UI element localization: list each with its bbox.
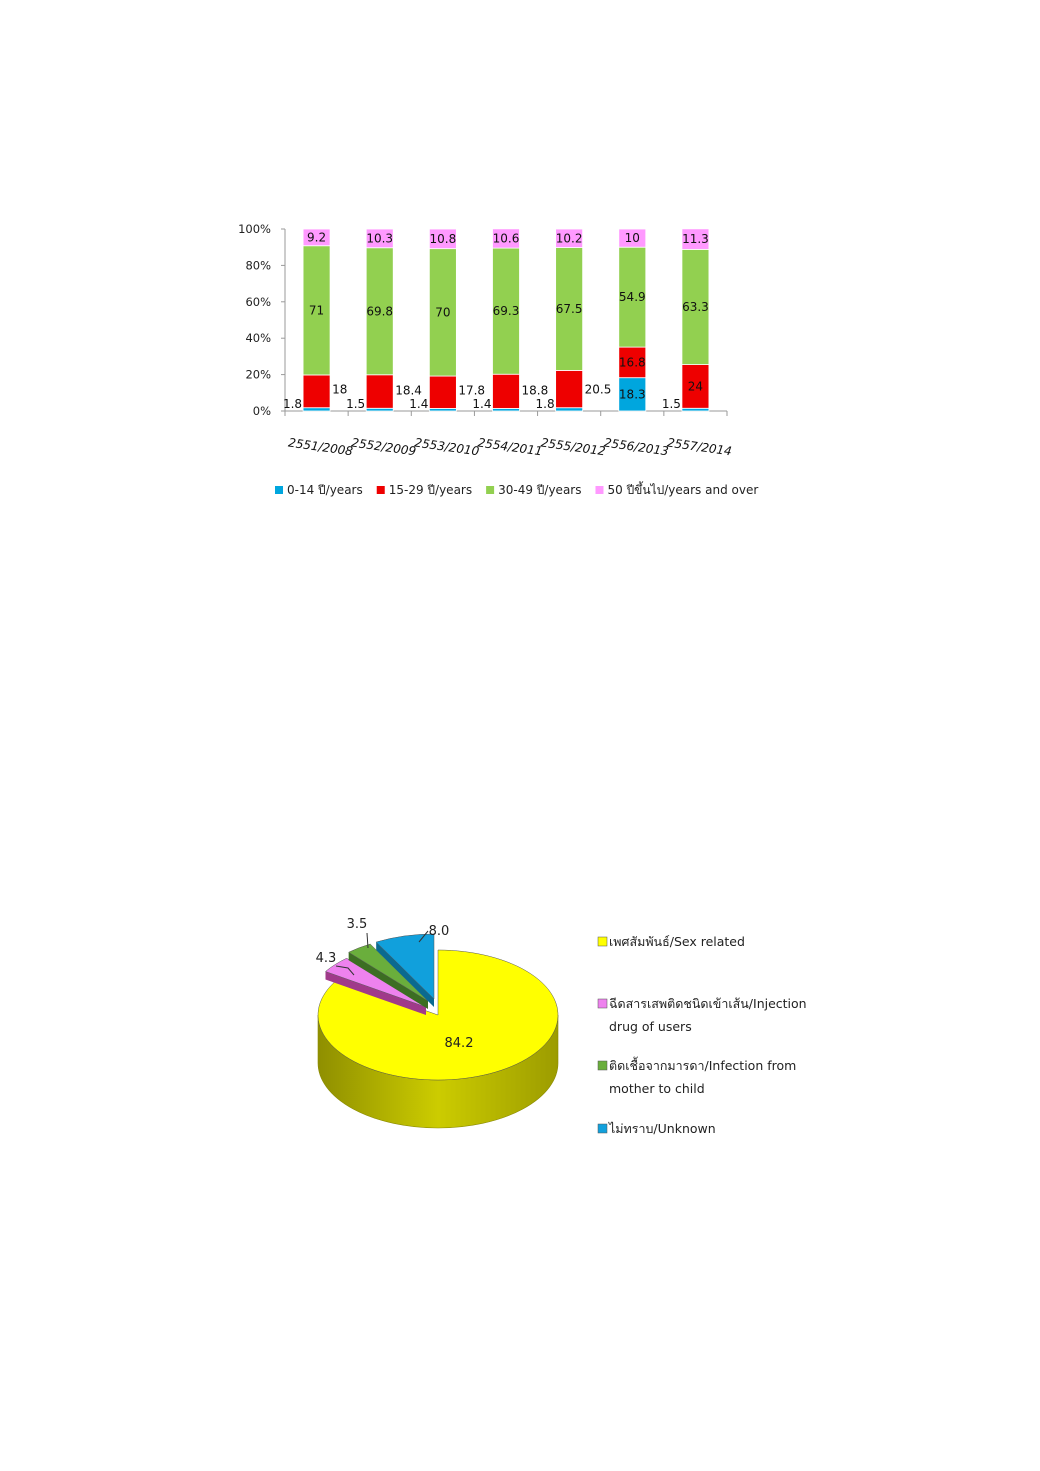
pie-data-label: 8.0 — [428, 924, 450, 939]
data-label: 24 — [687, 379, 704, 394]
legend-swatch — [486, 486, 494, 494]
bar-segment — [429, 376, 456, 408]
bar-segment — [556, 370, 583, 407]
legend-label: 50 ปีขึ้นไป/years and over — [607, 483, 759, 497]
legend-label: 0-14 ปี/years — [287, 483, 363, 497]
legend-swatch — [595, 486, 603, 494]
y-tick-label: 40% — [245, 331, 271, 346]
legend-swatch — [377, 486, 385, 494]
x-category-label: 2557/2014 — [666, 435, 733, 459]
x-category-label: 2555/2012 — [539, 435, 607, 459]
legend-label: 30-49 ปี/years — [498, 483, 582, 497]
legend-swatch — [598, 1124, 607, 1133]
data-label: 69.8 — [366, 304, 394, 319]
data-label: 10 — [624, 231, 640, 246]
x-category-label: 2551/2008 — [287, 435, 354, 459]
legend-label: mother to child — [609, 1081, 705, 1096]
data-label: 54.9 — [618, 290, 646, 305]
pie-data-label: 4.3 — [315, 951, 337, 966]
data-label: 18.8 — [521, 383, 549, 398]
bar-segment — [303, 375, 330, 408]
bar-segment — [366, 408, 393, 411]
data-label: 10.2 — [555, 231, 583, 246]
x-category-label: 2553/2010 — [413, 435, 481, 459]
data-label: 67.5 — [555, 301, 583, 316]
pie-data-label: 3.5 — [346, 917, 368, 932]
data-label: 20.5 — [584, 382, 612, 397]
data-label: 18.3 — [618, 387, 646, 402]
bar-segment — [682, 408, 709, 411]
data-label: 10.8 — [429, 231, 457, 246]
stacked-bar-chart — [238, 222, 758, 497]
legend-label: drug of users — [609, 1019, 692, 1034]
legend-label: 15-29 ปี/years — [388, 483, 473, 497]
data-label: 71 — [308, 303, 325, 318]
data-label: 1.5 — [346, 397, 366, 411]
y-tick-label: 100% — [238, 222, 271, 236]
legend-label: ไม่ทราบ/Unknown — [609, 1121, 716, 1136]
data-label: 70 — [435, 305, 451, 320]
legend-label: ติดเชื้อจากมารดา/Infection from — [609, 1058, 797, 1073]
data-label: 63.3 — [682, 299, 709, 314]
data-label: 10.3 — [366, 231, 394, 246]
data-label: 11.3 — [682, 232, 709, 247]
pie-data-label: 84.2 — [444, 1036, 474, 1051]
y-tick-label: 20% — [245, 367, 271, 382]
data-label: 9.2 — [307, 230, 327, 245]
data-label: 18 — [332, 382, 348, 397]
bar-segment — [366, 375, 393, 408]
data-label: 1.4 — [472, 397, 492, 411]
data-label: 69.3 — [492, 304, 520, 319]
data-label: 10.6 — [492, 231, 520, 246]
bar-segment — [493, 374, 520, 408]
x-category-label: 2556/2013 — [603, 435, 670, 459]
legend-swatch — [598, 937, 607, 946]
legend-swatch — [598, 999, 607, 1008]
pie-chart — [316, 917, 807, 1136]
bar-segment — [303, 408, 330, 411]
data-label: 16.8 — [618, 355, 646, 370]
data-label: 17.8 — [458, 383, 486, 398]
legend-label: เพศสัมพันธ์/Sex related — [609, 934, 745, 949]
legend-label: ฉีดสารเสพติดชนิดเข้าเส้น/Injection — [609, 996, 807, 1011]
bar-segment — [556, 408, 583, 411]
legend-swatch — [275, 486, 283, 494]
y-tick-label: 80% — [245, 258, 271, 273]
data-label: 18.4 — [395, 383, 422, 398]
y-tick-label: 0% — [252, 404, 271, 418]
x-category-label: 2554/2011 — [476, 435, 544, 459]
y-tick-label: 60% — [245, 294, 271, 309]
data-label: 1.8 — [535, 397, 555, 411]
x-category-label: 2552/2009 — [350, 435, 417, 459]
data-label: 1.8 — [282, 397, 303, 411]
data-label: 1.5 — [661, 397, 681, 411]
data-label: 1.4 — [409, 397, 429, 411]
legend-swatch — [598, 1061, 607, 1070]
